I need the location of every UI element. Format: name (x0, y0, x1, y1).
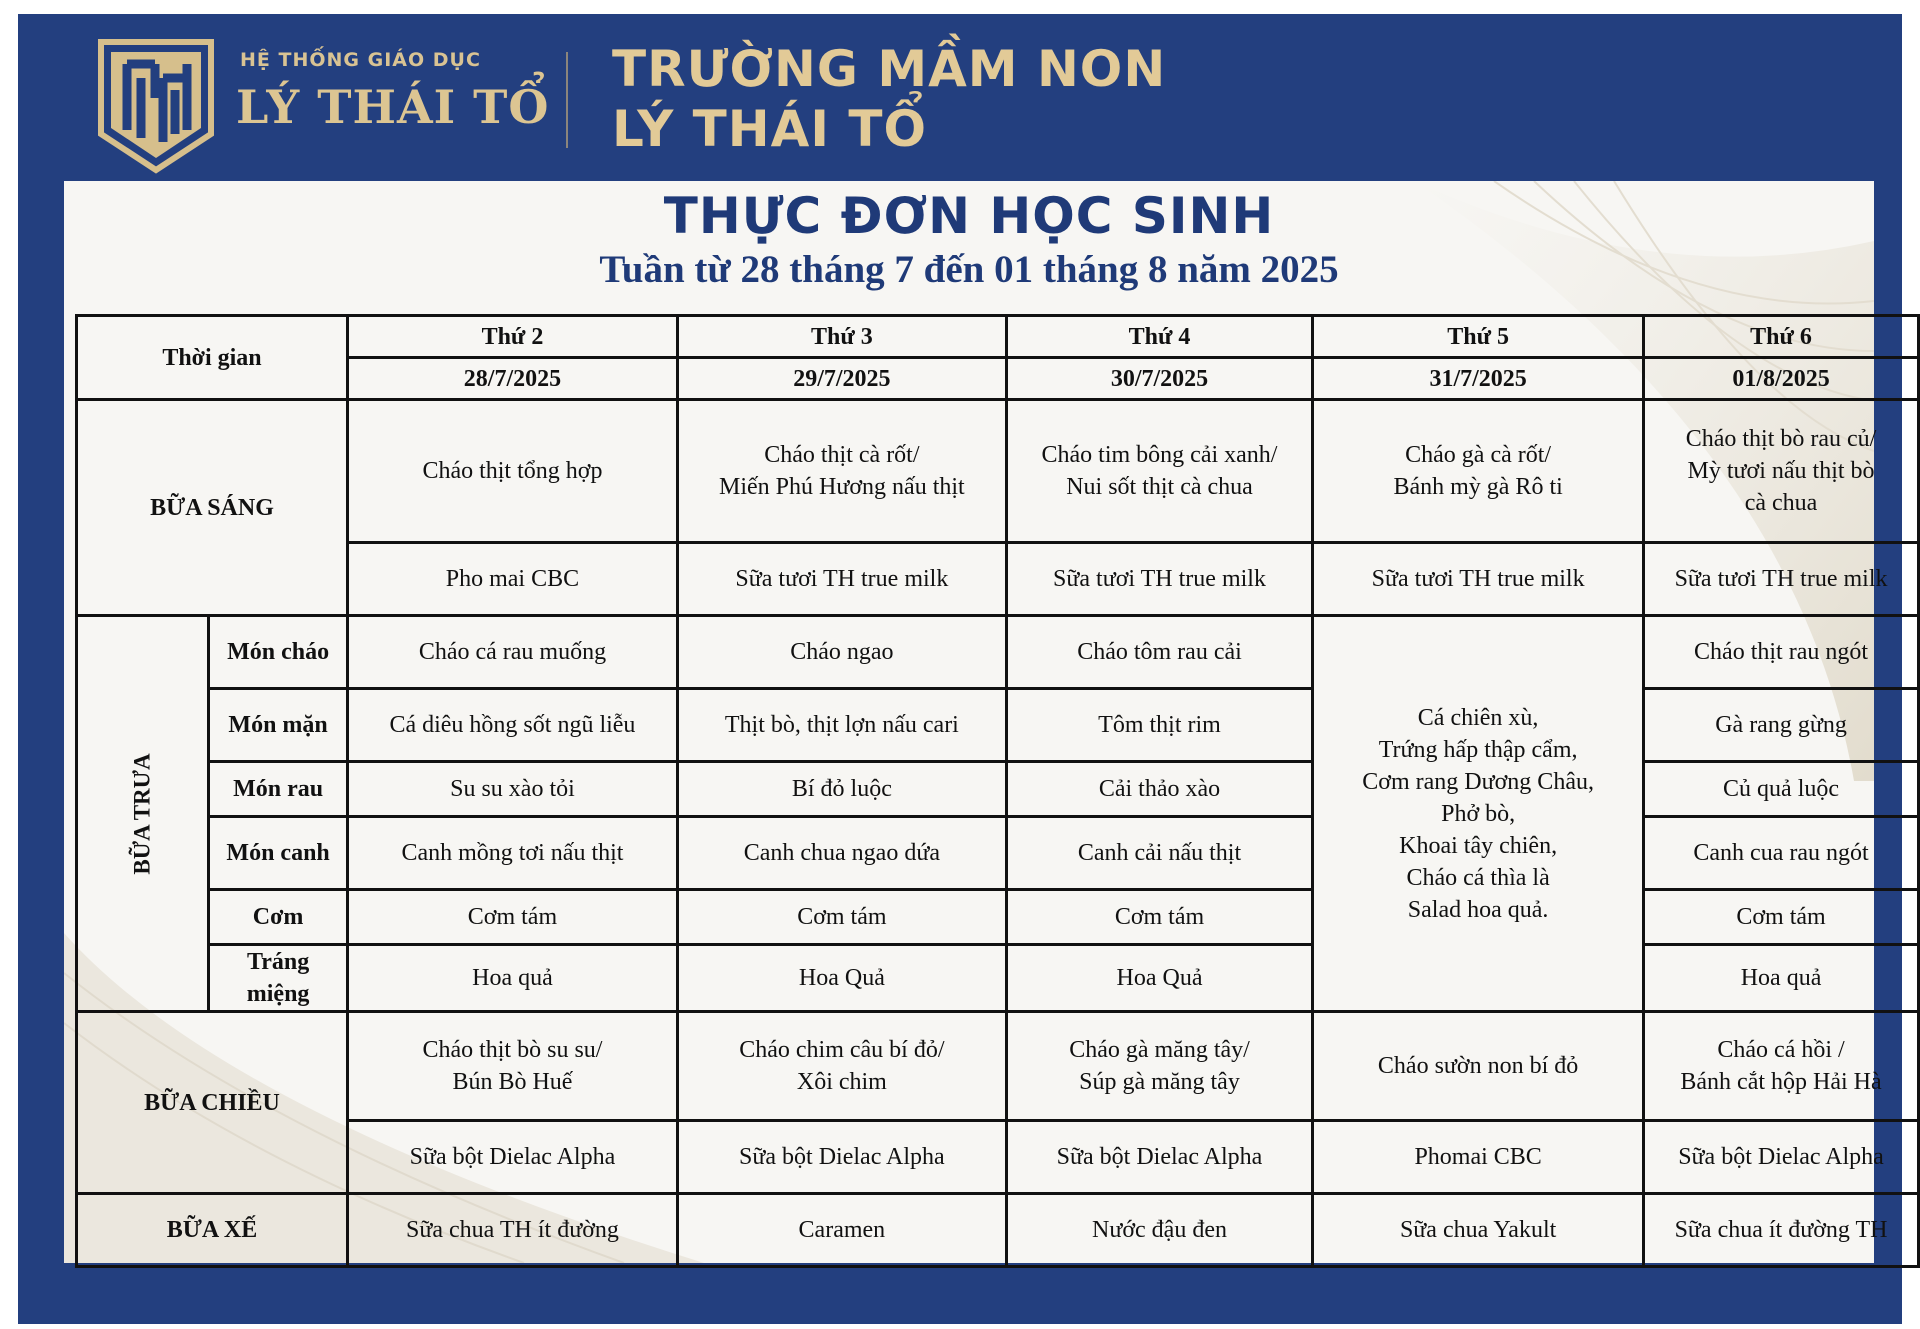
menu-cell: Hoa Quả (677, 945, 1006, 1012)
menu-cell: Cháo chim câu bí đỏ/ Xôi chim (677, 1012, 1006, 1121)
org-name: LÝ THÁI TỔ (236, 80, 550, 134)
afternoon-main-row (77, 1012, 1919, 1121)
day-date: 28/7/2025 (348, 358, 678, 400)
menu-cell: Cháo cá hồi / Bánh cắt hộp Hải Hà (1644, 1012, 1919, 1121)
menu-cell: Su su xào tỏi (348, 762, 678, 817)
lunch-sub-label: Món canh (209, 817, 348, 890)
menu-cell: Cháo thịt bò rau củ/ Mỳ tươi nấu thịt bò cà chua (1644, 400, 1919, 543)
document-title: THỰC ĐƠN HỌC SINH (663, 187, 1275, 245)
menu-cell: Gà rang gừng (1644, 689, 1919, 762)
menu-cell: Cải thảo xào (1006, 762, 1312, 817)
day-name: Thứ 2 (348, 316, 678, 358)
menu-cell: Cháo gà măng tây/ Súp gà măng tây (1006, 1012, 1312, 1121)
menu-cell: Sữa bột Dielac Alpha (348, 1121, 678, 1194)
menu-cell: Phomai CBC (1313, 1121, 1644, 1194)
day-name: Thứ 6 (1644, 316, 1919, 358)
menu-cell: Củ quả luộc (1644, 762, 1919, 817)
lunch-sub-label: Món cháo (209, 616, 348, 689)
day-header-row (77, 316, 1919, 358)
menu-cell: Cháo thịt rau ngót (1644, 616, 1919, 689)
day-date: 30/7/2025 (1006, 358, 1312, 400)
school-shield-logo-icon (97, 38, 215, 174)
menu-cell: Canh cải nấu thịt (1006, 817, 1312, 890)
afternoon-label: BỮA CHIỀU (77, 1012, 348, 1194)
menu-cell: Sữa chua TH ít đường (348, 1194, 678, 1267)
menu-cell: Sữa chua Yakult (1313, 1194, 1644, 1267)
menu-cell: Hoa quả (1644, 945, 1919, 1012)
menu-cell: Cơm tám (348, 890, 678, 945)
breakfast-drink-row (77, 543, 1919, 616)
lunch-sub-label: Món mặn (209, 689, 348, 762)
date-header-row (77, 358, 1919, 400)
menu-cell: Cháo ngao (677, 616, 1006, 689)
snack-row (77, 1194, 1919, 1267)
menu-cell: Canh cua rau ngót (1644, 817, 1919, 890)
menu-cell: Cháo sườn non bí đỏ (1313, 1012, 1644, 1121)
document-subtitle: Tuần từ 28 tháng 7 đến 01 tháng 8 năm 2025 (599, 248, 1339, 291)
menu-cell: Sữa chua ít đường TH (1644, 1194, 1919, 1267)
thursday-lunch-cell: Cá chiên xù, Trứng hấp thập cẩm, Cơm rang Dương Châu, Phở bò, Khoai tây chiên, Cháo cá thìa là Salad hoa quả. (1313, 616, 1644, 1012)
menu-cell: Cá diêu hồng sốt ngũ liễu (348, 689, 678, 762)
menu-cell: Cơm tám (677, 890, 1006, 945)
lunch-sub-label: Tráng miệng (209, 945, 348, 1012)
menu-cell: Canh mồng tơi nấu thịt (348, 817, 678, 890)
menu-cell: Cháo cá rau muống (348, 616, 678, 689)
snack-label: BỮA XẾ (77, 1194, 348, 1267)
menu-cell: Canh chua ngao dứa (677, 817, 1006, 890)
menu-cell: Hoa quả (348, 945, 678, 1012)
menu-cell: Sữa bột Dielac Alpha (677, 1121, 1006, 1194)
menu-cell: Sữa tươi TH true milk (677, 543, 1006, 616)
afternoon-drink-row (77, 1121, 1919, 1194)
menu-cell: Sữa tươi TH true milk (1006, 543, 1312, 616)
menu-cell: Hoa Quả (1006, 945, 1312, 1012)
menu-cell: Cháo gà cà rốt/ Bánh mỳ gà Rô ti (1313, 400, 1644, 543)
menu-cell: Cháo thịt tổng hợp (348, 400, 678, 543)
menu-cell: Bí đỏ luộc (677, 762, 1006, 817)
menu-cell: Cháo thịt bò su su/ Bún Bò Huế (348, 1012, 678, 1121)
org-small-text: HỆ THỐNG GIÁO DỤC (240, 49, 481, 71)
menu-cell: Cháo tim bông cải xanh/ Nui sốt thịt cà chua (1006, 400, 1312, 543)
menu-cell: Sữa bột Dielac Alpha (1644, 1121, 1919, 1194)
menu-cell: Caramen (677, 1194, 1006, 1267)
menu-cell: Tôm thịt rim (1006, 689, 1312, 762)
breakfast-label: BỮA SÁNG (77, 400, 348, 616)
menu-cell: Nước đậu đen (1006, 1194, 1312, 1267)
menu-cell: Thịt bò, thịt lợn nấu cari (677, 689, 1006, 762)
menu-cell: Pho mai CBC (348, 543, 678, 616)
menu-cell: Sữa tươi TH true milk (1644, 543, 1919, 616)
time-header: Thời gian (77, 316, 348, 400)
menu-cell: Cơm tám (1644, 890, 1919, 945)
day-date: 01/8/2025 (1644, 358, 1919, 400)
day-date: 31/7/2025 (1313, 358, 1644, 400)
lunch-row (77, 616, 1919, 689)
day-date: 29/7/2025 (677, 358, 1006, 400)
menu-cell: Cháo tôm rau cải (1006, 616, 1312, 689)
school-name-line1: TRƯỜNG MẦM NON (612, 40, 1167, 98)
breakfast-main-row (77, 400, 1919, 543)
lunch-sub-label: Món rau (209, 762, 348, 817)
header-divider (566, 52, 568, 148)
school-name-line2: LÝ THÁI TỔ (612, 100, 927, 158)
weekly-menu-table (75, 314, 1920, 1268)
day-name: Thứ 5 (1313, 316, 1644, 358)
menu-cell: Sữa tươi TH true milk (1313, 543, 1644, 616)
day-name: Thứ 3 (677, 316, 1006, 358)
lunch-label: BỮA TRƯA (77, 616, 209, 1012)
day-name: Thứ 4 (1006, 316, 1312, 358)
menu-cell: Cơm tám (1006, 890, 1312, 945)
menu-cell: Sữa bột Dielac Alpha (1006, 1121, 1312, 1194)
lunch-sub-label: Cơm (209, 890, 348, 945)
menu-cell: Cháo thịt cà rốt/ Miến Phú Hương nấu thịt (677, 400, 1006, 543)
